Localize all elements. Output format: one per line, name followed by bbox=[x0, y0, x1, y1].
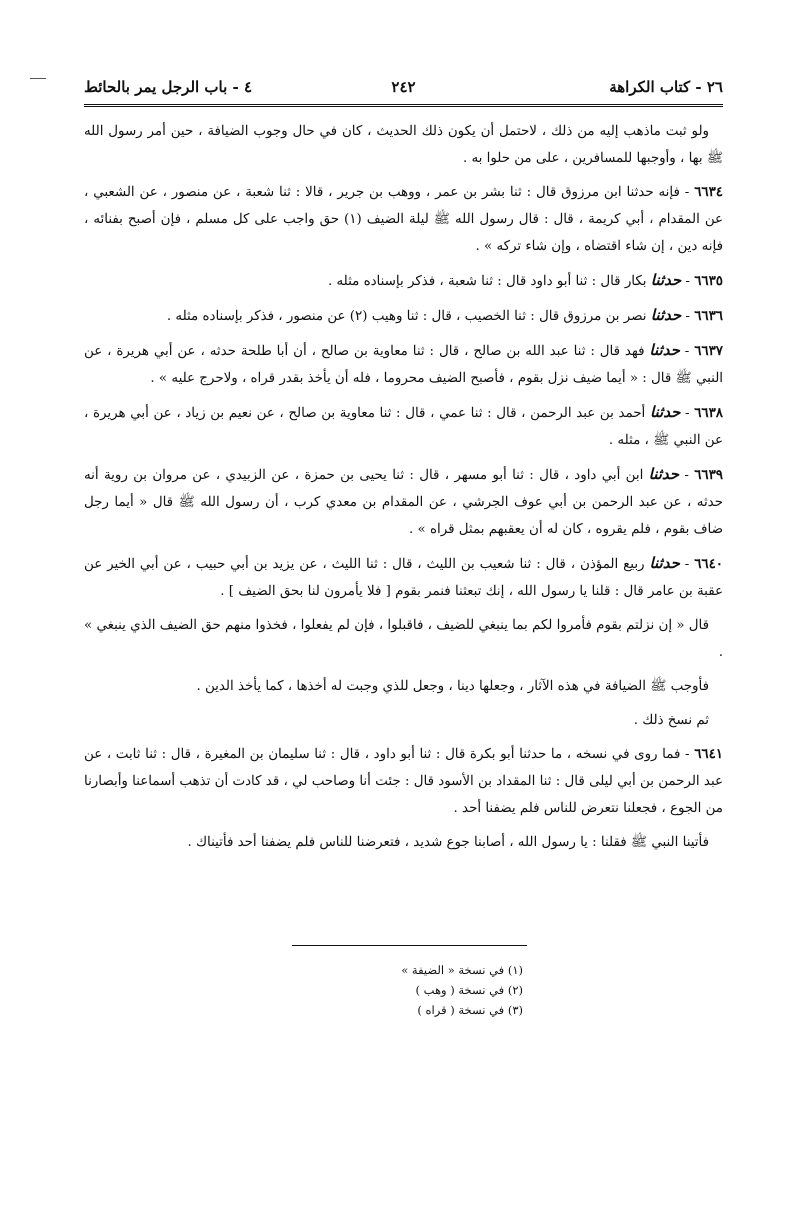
hadith-number: ٦٦٣٩ bbox=[694, 467, 723, 483]
page-number: ٢٤٢ bbox=[391, 78, 416, 96]
footnote-divider bbox=[292, 945, 527, 946]
paragraph-continuation bbox=[84, 829, 723, 856]
paragraph-text: ربيع المؤذن ، قال : ثنا شعيب بن الليث ، قال : ثنا الليث ، عن يزيد بن أبي حبيب ، عن أبي الخير عن عقبة بن عامر قال : قلنا يا رسول الله ، إنك تبعثنا فنمر بقوم [ فلا يأمرون لنا بحق الضيف ] . bbox=[84, 557, 723, 599]
hadith-number: ٦٦٣٧ bbox=[694, 343, 723, 359]
paragraph-text: فأتينا النبي ﷺ فقلنا : يا رسول الله ، أصابنا جوع شديد ، فتعرضنا للناس فلم يضفنا أحد فأتيناك . bbox=[187, 835, 709, 850]
paragraph-commentary bbox=[84, 673, 723, 700]
hadith-6640: ٦٦٤٠ - حدثنا ربيع المؤذن ، قال : ثنا شعيب بن الليث ، قال : ثنا الليث ، عن يزيد بن أبي حبيب ، عن أبي الخير عن عقبة بن عامر قال : قلنا يا رسول الله ، إنك تبعثنا فنمر بقوم [ فلا يأمرون لنا بحق الضيف ] . bbox=[84, 554, 723, 599]
footnotes bbox=[323, 960, 523, 1020]
paragraph-continuation bbox=[84, 612, 723, 666]
paragraph-text: ابن أبي داود ، قال : ثنا أبو مسهر ، قال : ثنا يحيى بن حمزة ، عن الزبيدي ، عن مروان بن روية أنه حدثه ، عن عبد الرحمن بن أبي عوف الجرشي ، عن المقدام بن معدي كرب ، أن رسول الله ﷺ قال « أيما رجل ضاف بقوم ، فلم يقروه ، كان له أن يعقبهم بمثل قراه » . bbox=[84, 468, 723, 537]
hadith-number: ٦٦٤١ bbox=[694, 746, 723, 762]
paragraph-text: فإنه حدثنا ابن مرزوق قال : ثنا بشر بن عمر ، ووهب بن جرير ، قالا : ثنا شعبة ، عن منصور ، عن الشعبي ، عن المقدام ، أبي كريمة ، قال : قال رسول الله ﷺ ليلة الضيف (١) حق واجب على كل مسلم ، فإن أصبح بفنائه ، فإنه دين ، إن شاء اقتضاه ، وإن شاء تركه » . bbox=[84, 185, 724, 254]
page-edge-mark bbox=[30, 78, 46, 79]
haddathana-keyword: حدثنا bbox=[649, 554, 680, 572]
paragraph-abrogation bbox=[84, 707, 723, 734]
footnote-3: (٣) في نسخة ( قراه ) bbox=[417, 1003, 523, 1017]
hadith-6637: ٦٦٣٧ - حدثنا فهد قال : ثنا عبد الله بن صالح ، قال : ثنا معاوية بن صالح ، أن أبا طلحة حدثه ، عن أبي هريرة ، عن النبي ﷺ قال : « أيما ضيف نزل بقوم ، فأصبح الضيف محروما ، فله أن يأخذ بقدر قراه ، ولاحرج عليه » . bbox=[84, 341, 723, 386]
paragraph-text: ولو ثبت ماذهب إليه من ذلك ، لاحتمل أن يكون ذلك الحديث ، كان في حال وجوب الضيافة ، حين أمر رسول الله ﷺ بها ، وأوجبها للمسافرين ، على من حلوا به . bbox=[84, 124, 723, 166]
hadith-6634: ٦٦٣٤ - فإنه حدثنا ابن مرزوق قال : ثنا بشر بن عمر ، ووهب بن جرير ، قالا : ثنا شعبة ، عن منصور ، عن الشعبي ، عن المقدام ، أبي كريمة ، قال : قال رسول الله ﷺ ليلة الضيف (١) حق واجب على كل مسلم ، فإن أصبح بفنائه ، فإنه دين ، إن شاء اقتضاه ، وإن شاء تركه » . bbox=[84, 184, 724, 254]
footnote-1: (١) في نسخة « الضيفة » bbox=[401, 963, 523, 977]
paragraph-text: أحمد بن عبد الرحمن ، قال : ثنا عمي ، قال : ثنا معاوية بن صالح ، عن نعيم بن زياد ، عن أبي هريرة ، عن النبي ﷺ ، مثله . bbox=[84, 406, 723, 448]
paragraph-text: بكار قال : ثنا أبو داود قال : ثنا شعبة ، فذكر بإسناده مثله . bbox=[327, 274, 647, 289]
paragraph-text: فهد قال : ثنا عبد الله بن صالح ، قال : ثنا معاوية بن صالح ، أن أبا طلحة حدثه ، عن أبي هريرة ، عن النبي ﷺ قال : « أيما ضيف نزل بقوم ، فأصبح الضيف محروما ، فله أن يأخذ بقدر قراه ، ولاحرج عليه » . bbox=[84, 344, 723, 386]
hadith-number: ٦٦٣٥ bbox=[694, 273, 723, 289]
haddathana-keyword: حدثنا bbox=[650, 306, 682, 324]
hadith-6639: ٦٦٣٩ - حدثنا ابن أبي داود ، قال : ثنا أبو مسهر ، قال : ثنا يحيى بن حمزة ، عن الزبيدي ، عن مروان بن روية أنه حدثه ، عن عبد الرحمن بن أبي عوف الجرشي ، عن المقدام بن معدي كرب ، أن رسول الله ﷺ قال « أيما رجل ضاف بقوم ، فلم يقروه ، كان له أن يعقبهم بمثل قراه » . bbox=[84, 465, 723, 537]
hadith-6638: ٦٦٣٨ - حدثنا أحمد بن عبد الرحمن ، قال : ثنا عمي ، قال : ثنا معاوية بن صالح ، عن نعيم بن زياد ، عن أبي هريرة ، عن النبي ﷺ ، مثله . bbox=[84, 403, 723, 448]
paragraph-text: فما روى في نسخه ، ما حدثنا أبو بكرة قال : ثنا أبو داود ، قال : ثنا سليمان بن المغيرة ، قال : ثنا ثابت ، عن عبد الرحمن بن أبي ليلى قال : ثنا المقداد بن الأسود قال : جئت أنا وصاحب لي ، قد كادت أن تذهب أسماعنا وأبصارنا من الجوع ، فجعلنا نتعرض للناس فلم يضفنا أحد . bbox=[84, 747, 723, 816]
haddathana-keyword: حدثنا bbox=[649, 341, 680, 359]
hadith-number: ٦٦٣٤ bbox=[694, 184, 723, 200]
paragraph-text: ثم نسخ ذلك . bbox=[633, 713, 709, 728]
haddathana-keyword: حدثنا bbox=[650, 271, 682, 289]
running-header bbox=[84, 72, 723, 107]
section-title: ٤ - باب الرجل يمر بالحائط bbox=[84, 78, 253, 96]
hadith-6635: ٦٦٣٥ - حدثنا بكار قال : ثنا أبو داود قال : ثنا شعبة ، فذكر بإسناده مثله . bbox=[327, 271, 723, 289]
hadith-number: ٦٦٤٠ bbox=[694, 556, 723, 572]
hadith-6636: ٦٦٣٦ - حدثنا نصر بن مرزوق قال : ثنا الخصيب ، قال : ثنا وهيب (٢) عن منصور ، فذكر بإسناده مثله . bbox=[166, 306, 723, 324]
paragraph-text: فأوجب ﷺ الضيافة في هذه الآثار ، وجعلها دينا ، وجعل للذي وجبت له أخذها ، كما يأخذ الدين . bbox=[196, 679, 709, 694]
haddathana-keyword: حدثنا bbox=[648, 465, 680, 483]
paragraph-intro bbox=[84, 118, 723, 172]
hadith-6641: ٦٦٤١ - فما روى في نسخه ، ما حدثنا أبو بكرة قال : ثنا أبو داود ، قال : ثنا سليمان بن المغيرة ، قال : ثنا ثابت ، عن عبد الرحمن بن أبي ليلى قال : ثنا المقداد بن الأسود قال : جئت أنا وصاحب لي ، قد كادت أن تذهب أسماعنا وأبصارنا من الجوع ، فجعلنا نتعرض للناس فلم يضفنا أحد . bbox=[84, 746, 723, 816]
haddathana-keyword: حدثنا bbox=[649, 403, 681, 421]
hadith-number: ٦٦٣٦ bbox=[694, 308, 723, 324]
paragraph-text: نصر بن مرزوق قال : ثنا الخصيب ، قال : ثنا وهيب (٢) عن منصور ، فذكر بإسناده مثله . bbox=[166, 309, 647, 324]
chapter-title: ٢٦ - كتاب الكراهة bbox=[609, 78, 723, 96]
page-body bbox=[84, 118, 723, 863]
hadith-number: ٦٦٣٨ bbox=[694, 405, 723, 421]
footnote-2: (٢) في نسخة ( وهب ) bbox=[415, 983, 523, 997]
paragraph-text: قال « إن نزلتم بقوم فأمروا لكم بما ينبغي للضيف ، فاقبلوا ، فإن لم يفعلوا ، فخذوا منهم حق الضيف الذي ينبغي » . bbox=[84, 618, 723, 660]
